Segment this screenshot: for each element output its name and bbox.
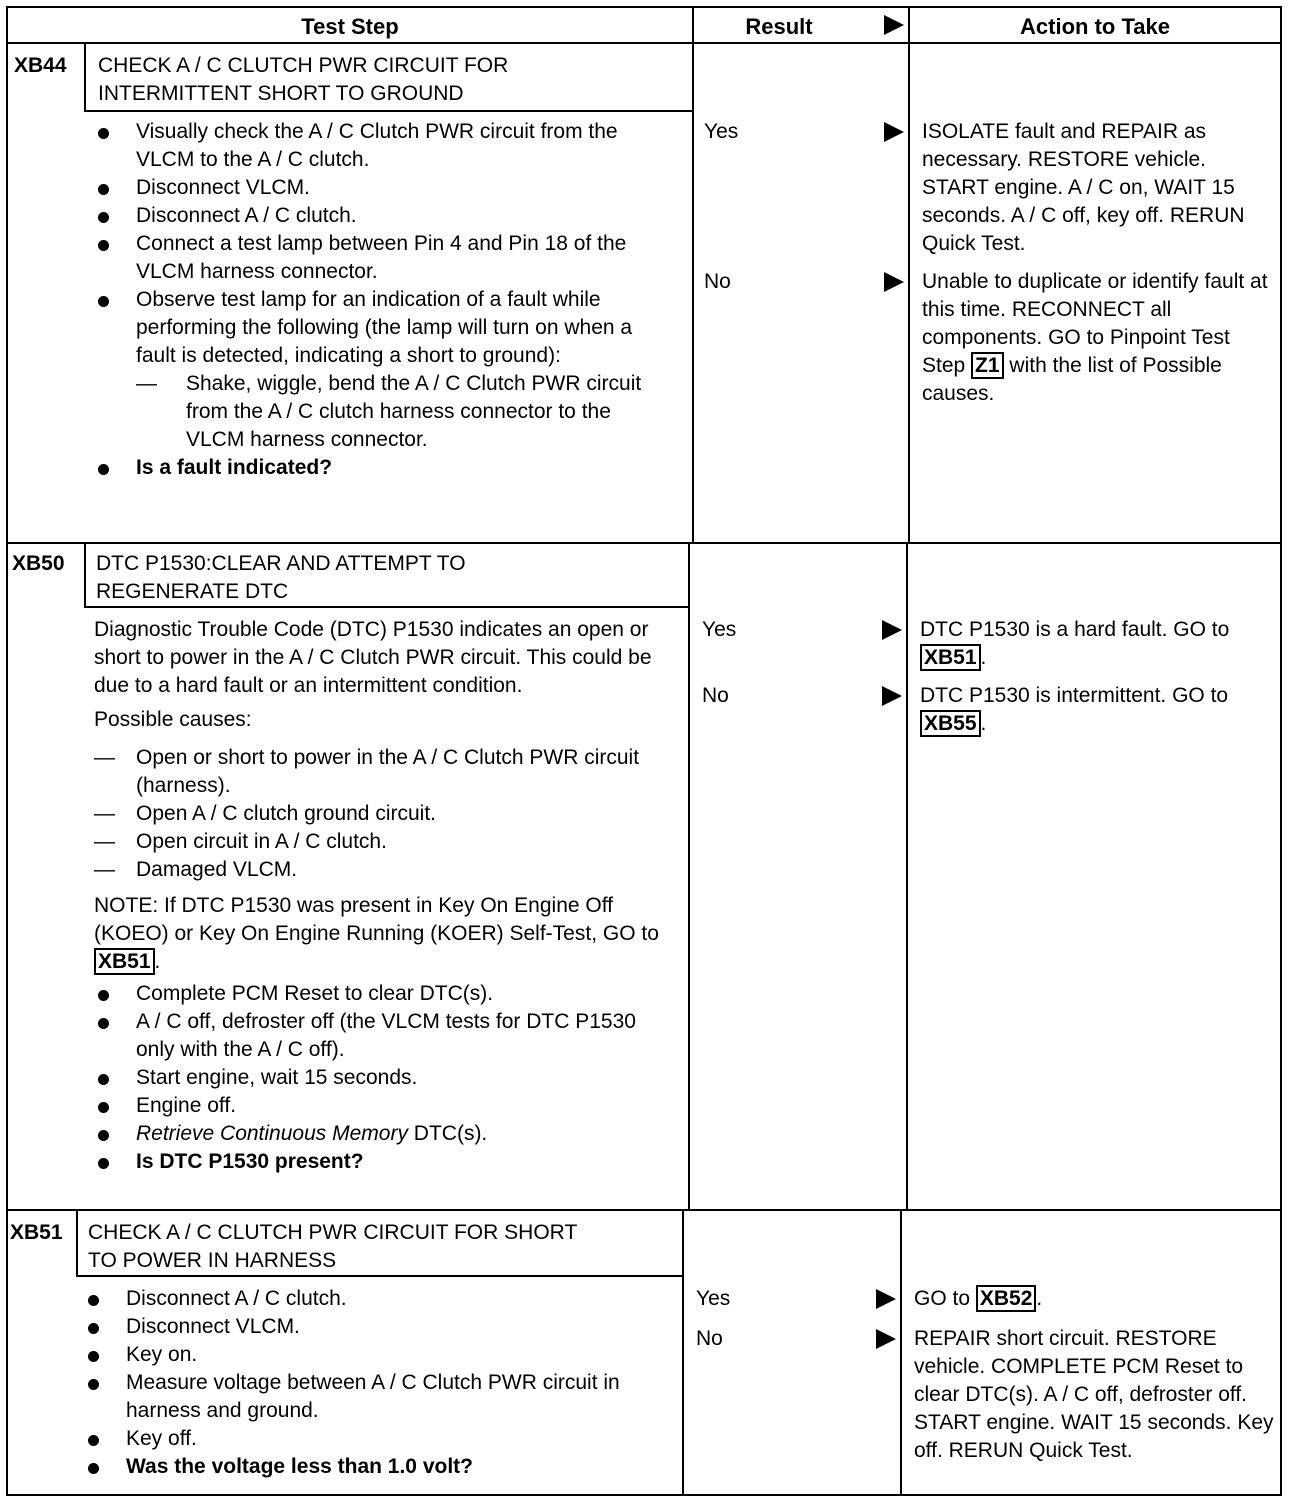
step-code: XB51 [10, 1221, 63, 1244]
list-item: Measure voltage between A / C Clutch PWR circuit in harness and ground. [84, 1369, 674, 1425]
arrow-icon [882, 620, 902, 640]
header-result: Result [745, 14, 813, 39]
bullet-icon [98, 240, 109, 251]
result-yes: Yes [704, 120, 739, 143]
result-no: No [702, 684, 729, 707]
header-test-step: Test Step [301, 14, 399, 39]
list-item: Key on. [84, 1341, 674, 1369]
step-title: CHECK A / C CLUTCH PWR CIRCUIT FOR INTERMITTENT SHORT TO GROUND [98, 54, 509, 105]
result-no: No [704, 270, 731, 293]
bullet-icon [98, 1074, 109, 1085]
header-arrow-icon [884, 15, 904, 35]
list-item: Disconnect A / C clutch. [84, 1285, 674, 1313]
section-xb51 [6, 1211, 1282, 1496]
section-xb44 [6, 44, 1282, 544]
action-yes: DTC P1530 is a hard fault. GO to XB51 . [920, 618, 1230, 669]
bullet-icon [98, 1102, 109, 1113]
list-item: Connect a test lamp between Pin 4 and Pin 18 of the VLCM harness connector. [94, 230, 674, 286]
section-xb50 [6, 544, 1282, 1211]
list-item: — Open circuit in A / C clutch. [94, 830, 387, 853]
list-item: Start engine, wait 15 seconds. [94, 1064, 678, 1092]
bullet-icon [88, 1379, 99, 1390]
list-item: Observe test lamp for an indication of a fault while performing the following (the lamp will turn on when a fault is detected, indicating a short to ground): [94, 286, 674, 370]
result-yes: Yes [696, 1287, 731, 1310]
arrow-icon [884, 272, 904, 292]
header-action: Action to Take [1020, 14, 1170, 39]
step-ref-link[interactable]: XB51 [920, 644, 981, 671]
step-ref-link[interactable]: Z1 [971, 352, 1004, 379]
list-item: Disconnect VLCM. [84, 1313, 674, 1341]
action-yes: ISOLATE fault and REPAIR as necessary. RESTORE vehicle. START engine. A / C on, WAIT 15 seconds. A / C off, key off. RERUN Quick Test. [922, 120, 1245, 255]
bullet-icon [98, 1018, 109, 1029]
list-item: — Open or short to power in the A / C Clutch PWR circuit (harness). [94, 746, 640, 797]
action-no: Unable to duplicate or identify fault at this time. RECONNECT all components. GO to Pinpoint Test Step Z1 with the list of Possible causes. [922, 270, 1268, 405]
bullet-icon [88, 1323, 99, 1334]
bullet-icon [98, 128, 109, 139]
list-item: — Shake, wiggle, bend the A / C Clutch PWR circuit from the A / C clutch harness connector to the VLCM harness connector. [136, 372, 642, 451]
bullet-icon [98, 212, 109, 223]
bullet-icon [98, 1158, 109, 1169]
action-no: DTC P1530 is intermittent. GO to XB55 . [920, 684, 1229, 735]
list-item: Visually check the A / C Clutch PWR circuit from the VLCM to the A / C clutch. [94, 118, 674, 174]
table-header [6, 6, 1282, 44]
list-item: Engine off. [94, 1092, 678, 1120]
action-no: REPAIR short circuit. RESTORE vehicle. COMPLETE PCM Reset to clear DTC(s). A / C off, defroster off. START engine. WAIT 15 seconds. Key off. RERUN Quick Test. [914, 1327, 1274, 1462]
step-instructions [94, 616, 678, 1176]
bullet-icon [98, 296, 109, 307]
question: Is DTC P1530 present? [94, 1148, 678, 1176]
arrow-icon [876, 1289, 896, 1309]
list-item: A / C off, defroster off (the VLCM tests for DTC P1530 only with the A / C off). [94, 1008, 678, 1064]
step-title: DTC P1530:CLEAR AND ATTEMPT TO REGENERATE DTC [96, 552, 466, 603]
note-text: NOTE: If DTC P1530 was present in Key On Engine Off (KOEO) or Key On Engine Running (KOER) Self-Test, GO to XB51 . [94, 894, 659, 973]
result-yes: Yes [702, 618, 737, 641]
bullet-icon [98, 184, 109, 195]
arrow-icon [884, 122, 904, 142]
action-yes: GO to XB52 . [914, 1287, 1043, 1310]
step-ref-link[interactable]: XB51 [94, 948, 155, 975]
step-ref-link[interactable]: XB52 [976, 1285, 1037, 1312]
question: Was the voltage less than 1.0 volt? [84, 1453, 674, 1481]
list-item: Complete PCM Reset to clear DTC(s). [94, 980, 678, 1008]
bullet-icon [88, 1351, 99, 1362]
step-instructions [84, 1285, 674, 1481]
bullet-icon [98, 990, 109, 1001]
bullet-icon [88, 1435, 99, 1446]
step-instructions [94, 118, 674, 482]
bullet-icon [88, 1463, 99, 1474]
result-no: No [696, 1327, 723, 1350]
step-code: XB50 [12, 552, 65, 575]
arrow-icon [882, 686, 902, 706]
causes-label: Possible causes: [94, 708, 252, 731]
list-item: Key off. [84, 1425, 674, 1453]
bullet-icon [98, 464, 109, 475]
list-item: Disconnect A / C clutch. [94, 202, 674, 230]
arrow-icon [876, 1329, 896, 1349]
question: Is a fault indicated? [94, 454, 674, 482]
step-title: CHECK A / C CLUTCH PWR CIRCUIT FOR SHORT TO POWER IN HARNESS [88, 1221, 578, 1272]
step-ref-link[interactable]: XB55 [920, 710, 981, 737]
bullet-icon [88, 1295, 99, 1306]
list-item: — Open A / C clutch ground circuit. [94, 802, 436, 825]
step-code: XB44 [14, 54, 67, 77]
list-item: Retrieve Continuous Memory DTC(s). [94, 1120, 678, 1148]
list-item: — Damaged VLCM. [94, 858, 298, 881]
list-item: Disconnect VLCM. [94, 174, 674, 202]
bullet-icon [98, 1130, 109, 1141]
intro-text: Diagnostic Trouble Code (DTC) P1530 indicates an open or short to power in the A / C Clutch PWR circuit. This could be due to a hard fault or an intermittent condition. [94, 618, 652, 697]
